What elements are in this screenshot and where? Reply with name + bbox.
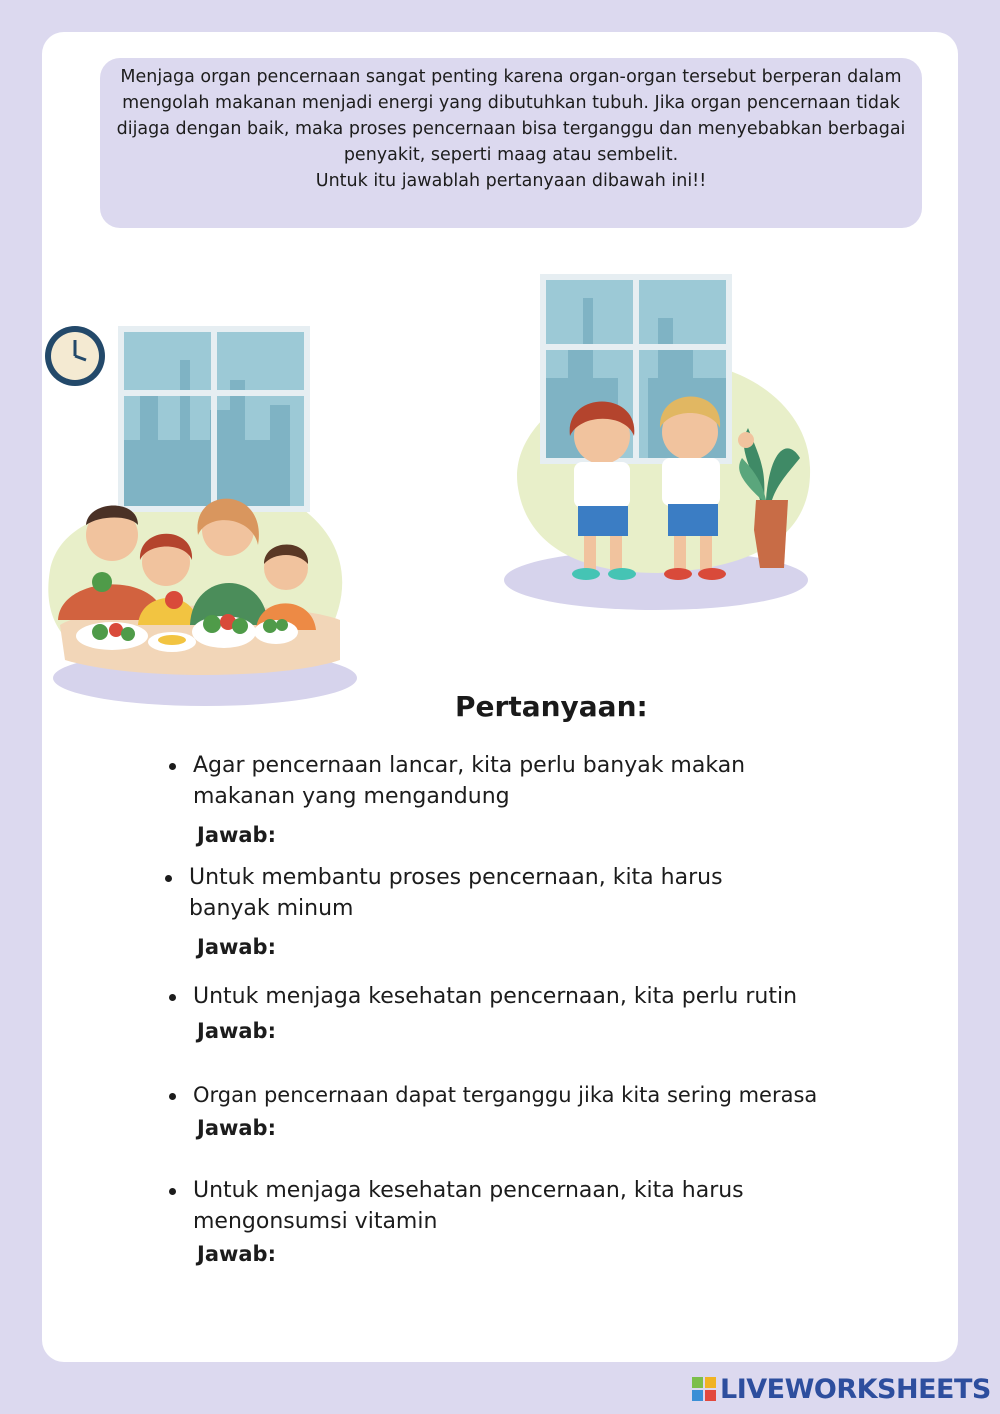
answer-label-2: Jawab: <box>197 935 276 959</box>
answer-label-5: Jawab: <box>197 1242 276 1266</box>
question-3: Untuk menjaga kesehatan pencernaan, kita perlu rutin <box>193 981 913 1012</box>
bullet-icon <box>169 1093 176 1100</box>
question-5: Untuk menjaga kesehatan pencernaan, kita harus mengonsumsi vitamin <box>193 1175 823 1237</box>
answer-label-3: Jawab: <box>197 1019 276 1043</box>
question-4: Organ pencernaan dapat terganggu jika kita sering merasa <box>193 1080 923 1111</box>
bullet-icon <box>169 994 176 1001</box>
answer-label-1: Jawab: <box>197 823 276 847</box>
question-2: Untuk membantu proses pencernaan, kita harus banyak minum <box>189 862 799 924</box>
liveworksheets-mark-icon <box>692 1377 716 1401</box>
bullet-icon <box>165 875 172 882</box>
intro-instruction: Untuk itu jawablah pertanyaan dibawah ini!! <box>315 171 707 191</box>
children-standing-illustration <box>498 268 818 618</box>
answer-label-4: Jawab: <box>197 1116 276 1140</box>
intro-paragraph: Menjaga organ pencernaan sangat penting karena organ-organ tersebut berperan dalam mengolah makanan menjadi energi yang dibutuhkan tubuh. Jika organ pencernaan tidak dijaga dengan baik, maka proses pencernaan bisa terganggu dan menyebabkan berbagai penyakit, seperti maag atau sembelit. <box>116 67 906 165</box>
liveworksheets-logo[interactable] <box>692 1374 991 1404</box>
family-eating-illustration <box>40 320 370 715</box>
questions-heading: Pertanyaan: <box>455 690 648 723</box>
intro-box <box>100 58 922 228</box>
brand-name: LIVEWORKSHEETS <box>720 1373 991 1405</box>
clock-icon <box>45 326 105 386</box>
bullet-icon <box>169 1188 176 1195</box>
question-1: Agar pencernaan lancar, kita perlu banyak makan makanan yang mengandung <box>193 750 833 812</box>
bullet-icon <box>169 763 176 770</box>
